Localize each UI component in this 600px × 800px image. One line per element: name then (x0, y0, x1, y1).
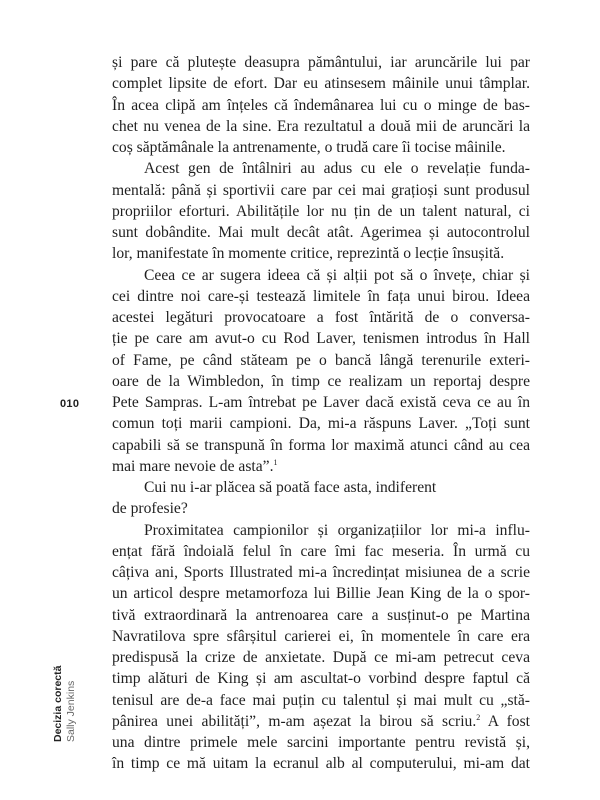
text-line (112, 456, 530, 477)
text-line (112, 265, 530, 286)
running-head-title: Decizia corectă (52, 665, 64, 742)
text-line-content: în timp ce mă uitam la ecranul alb al computerului, mi-am dat (112, 755, 530, 773)
text-line-content: tenisul are de-a face mai puțin cu talentul și mai mult cu „stă- (112, 691, 530, 709)
page-number: 010 (60, 398, 80, 410)
text-line (112, 583, 530, 604)
text-line (112, 73, 530, 94)
text-line-content: chet nu venea de la sine. Era rezultatul a două mii de aruncări la (112, 117, 530, 135)
body-text (112, 52, 530, 775)
text-line (112, 626, 530, 647)
text-line-content: coș săptămânale la antrenamente, o trudă care îi tocise mâinile. (112, 139, 506, 156)
text-line (112, 541, 530, 562)
text-line-content: Navratilova spre sfârșitul carierei ei, în momentele în care era (112, 627, 530, 645)
text-line-content: ție pe care am avut-o cu Rod Laver, tenismen introdus în Hall (112, 330, 530, 348)
text-line-content: câțiva ani, Sports Illustrated mi-a încredințat misiunea de a scrie (112, 564, 530, 581)
text-line-content: oare de la Wimbledon, în timp ce realizam un reportaj despre (112, 372, 530, 390)
text-line-content: Cui nu i-ar plăcea să poată face asta, indiferent (144, 479, 437, 496)
text-line-content: de profesie? (112, 500, 188, 518)
text-line (112, 222, 530, 243)
text-line (112, 562, 530, 583)
text-line-content: Pete Sampras. L-am întrebat pe Laver dacă există ceva ce au în (112, 394, 530, 411)
text-line-content: propriilor eforturi. Abilitățile lor nu țin de un talent natural, ci (112, 202, 530, 220)
text-line (112, 52, 530, 73)
text-line (112, 350, 530, 371)
text-line (112, 605, 530, 626)
text-line (112, 498, 530, 519)
text-line (112, 753, 530, 774)
text-line (112, 477, 530, 498)
text-line (112, 732, 530, 753)
text-line (112, 243, 530, 264)
text-line-content: cei dintre noi care-și testează limitele în fața unui birou. Ideea (112, 287, 530, 305)
text-line-content: una dintre primele mele sarcini importante pentru revistă și, (112, 734, 530, 751)
text-line-content: complet lipsite de efort. Dar eu atinsesem mâinile unui tâmplar. (112, 75, 530, 93)
text-line-content: timp alături de King și am ascultat-o vorbind despre faptul că (112, 670, 530, 688)
text-line (112, 371, 530, 392)
running-head (52, 622, 78, 742)
text-line-content: ențat fără îndoială felul în care îmi fac meseria. În urmă cu (112, 542, 530, 560)
text-line (112, 392, 530, 413)
running-head-author: Sally Jenkins (65, 680, 77, 742)
text-line-content: capabili să se transpună în forma lor maximă atunci când au cea (112, 436, 530, 454)
text-line-content: un articol despre metamorfoza lui Billie Jean King de la o spor- (112, 585, 530, 603)
text-line (112, 690, 530, 711)
text-line-content: lor, manifestate în momente critice, reprezintă o lecție însușită. (112, 245, 505, 263)
text-line (112, 413, 530, 434)
text-line-content: sunt dobândite. Mai mult decât atât. Agerimea și autocontrolul (112, 224, 530, 241)
text-line (112, 668, 530, 689)
text-line-content: mentală: până și sportivii care par cei mai grațioși sunt produsul (112, 181, 530, 199)
text-line-tail: A fost (480, 712, 530, 730)
text-line (112, 158, 530, 179)
text-line-content: comun toți marii campioni. Da, mi-a răspuns Laver. „Toți sunt (112, 415, 530, 433)
text-line (112, 307, 530, 328)
text-line-content: Ceea ce ar sugera ideea că și alții pot să o învețe, chiar și (144, 266, 530, 284)
text-line (112, 711, 530, 732)
footnote-mark[interactable]: 2 (476, 712, 481, 722)
text-line-content: tivă extraordinară la antrenoarea care a susținut-o pe Martina (112, 606, 530, 624)
text-line (112, 286, 530, 307)
text-line (112, 647, 530, 668)
text-line-content: În acea clipă am înțeles că îndemânarea lui cu o minge de bas- (112, 96, 530, 114)
text-line (112, 201, 530, 222)
text-line (112, 328, 530, 349)
text-line (112, 137, 530, 158)
footnote-mark[interactable]: 1 (273, 457, 278, 467)
text-line-content: pânirea unei abilități”, m-am așezat la birou să scriu. (112, 712, 477, 730)
text-line-content: predispusă la crize de anxietate. După ce mi-am petrecut ceva (112, 649, 530, 666)
text-line-content: și pare că plutește deasupra pământului, iar aruncările lui par (112, 54, 530, 71)
text-line (112, 520, 530, 541)
text-line-content: Proximitatea campionilor și organizațiilor lor mi-a influ- (144, 521, 530, 539)
text-line-content: of Fame, pe când stăteam pe o bancă lângă terenurile exteri- (112, 351, 530, 369)
text-line-content: Acest gen de întâlniri au adus cu ele o revelație funda- (144, 160, 530, 178)
text-line (112, 435, 530, 456)
text-line (112, 95, 530, 116)
text-line-content: mai mare nevoie de asta”. (112, 457, 274, 475)
text-line-content: acestei legături provocatoare a fost întărită de o conversa- (112, 309, 530, 326)
text-line (112, 180, 530, 201)
text-line (112, 116, 530, 137)
